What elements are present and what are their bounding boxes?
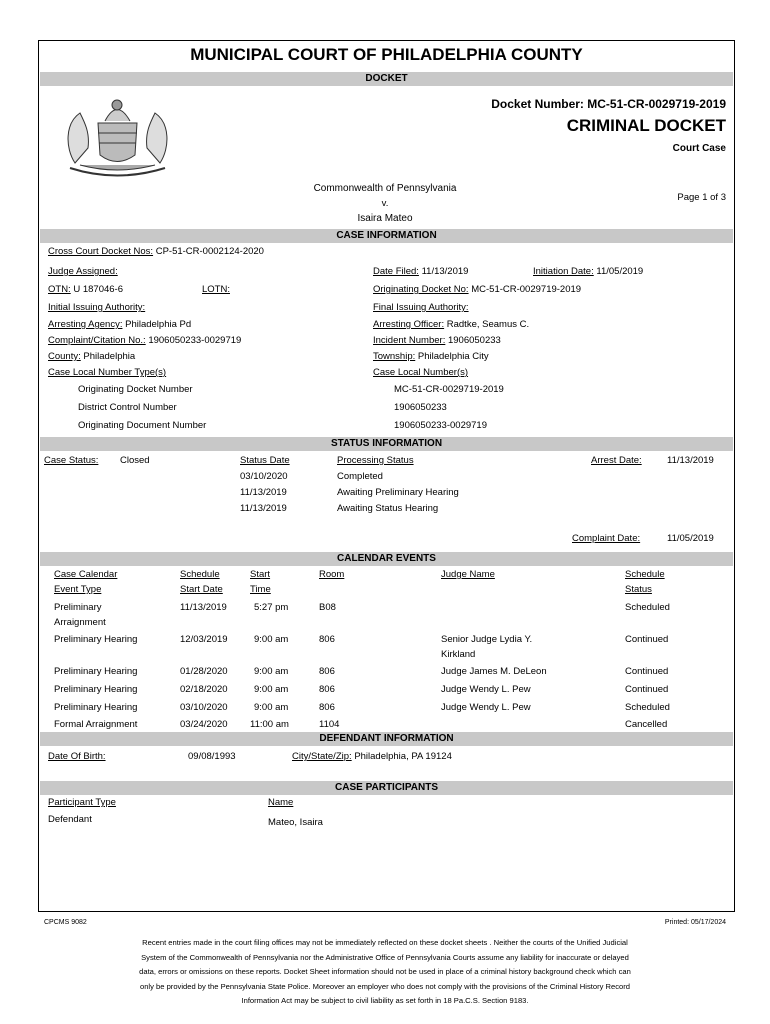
page-info: Page 1 of 3 [677, 192, 726, 203]
participant-type: Defendant [48, 814, 92, 825]
event-time: 11:00 am [250, 719, 289, 730]
col-schedule-status: Status [625, 584, 652, 595]
col-schedule-status: Schedule [625, 569, 665, 580]
status-date-label: Status Date [240, 455, 290, 466]
status-date: 11/13/2019 [240, 503, 287, 514]
col-judge: Judge Name [441, 569, 495, 580]
col-event-type: Case Calendar [54, 569, 118, 580]
judge-assigned-label: Judge Assigned: [48, 266, 118, 277]
col-schedule-start: Start Date [180, 584, 223, 595]
list-item: 1906050233-0029719 [394, 420, 487, 431]
arresting-agency-row [48, 319, 191, 330]
event-judge: Judge James M. DeLeon [441, 666, 547, 677]
city-value: Philadelphia, PA 19124 [354, 751, 452, 762]
event-type: Preliminary Hearing [54, 666, 138, 677]
docket-number: Docket Number: MC-51-CR-0029719-2019 [491, 97, 726, 111]
event-status: Continued [625, 634, 669, 645]
status-date: 03/10/2020 [240, 471, 288, 482]
caption-defendant: Isaira Mateo [357, 213, 413, 224]
disclaimer [90, 936, 680, 1009]
processing-status: Awaiting Status Hearing [337, 503, 439, 514]
arresting-officer-value: Radtke, Seamus C. [446, 319, 530, 330]
processing-status: Awaiting Preliminary Hearing [337, 487, 459, 498]
col-schedule-start: Schedule [180, 569, 220, 580]
defendant-information-bar: DEFENDANT INFORMATION [40, 732, 733, 746]
dob-value: 09/08/1993 [188, 751, 236, 762]
disclaimer-line: Recent entries made in the court filing offices may not be immediately reflected on these docket sheets . Neither the courts of the Unified Judicial [142, 938, 628, 947]
event-date: 01/28/2020 [180, 666, 228, 677]
court-title: MUNICIPAL COURT OF PHILADELPHIA COUNTY [190, 45, 583, 64]
event-room: 806 [319, 634, 335, 645]
incident-value: 1906050233 [447, 335, 501, 346]
event-type: Formal Arraignment [54, 719, 138, 730]
dob-label: Date Of Birth: [48, 751, 106, 762]
event-status: Cancelled [625, 719, 668, 730]
participant-name-label: Name [268, 797, 294, 808]
list-item: MC-51-CR-0029719-2019 [394, 384, 504, 395]
case-status-label: Case Status: [44, 455, 99, 466]
event-room: B08 [319, 602, 336, 613]
event-type: Preliminary Hearing [54, 684, 138, 695]
col-room: Room [319, 569, 345, 580]
event-date: 03/24/2020 [180, 719, 228, 730]
disclaimer-line: Information Act may be subject to civil liability as set forth in 18 Pa.C.S. Section 9183. [241, 996, 529, 1005]
col-event-type: Event Type [54, 584, 102, 595]
event-room: 806 [319, 702, 335, 713]
county-label: County: [48, 351, 81, 362]
case-participants-bar: CASE PARTICIPANTS [40, 781, 733, 795]
arresting-agency-value: Philadelphia Pd [125, 319, 192, 330]
event-type: Arraignment [54, 617, 106, 628]
event-time: 5:27 pm [254, 602, 289, 613]
event-date: 12/03/2019 [180, 634, 228, 645]
arrest-date-value: 11/13/2019 [667, 455, 714, 466]
event-time: 9:00 am [254, 702, 289, 713]
complaint-label: Complaint/Citation No.: [48, 335, 146, 346]
complaint-date-label: Complaint Date: [572, 533, 641, 544]
cross-court-value: CP-51-CR-0002124-2020 [155, 246, 264, 257]
event-type: Preliminary Hearing [54, 634, 138, 645]
event-room: 806 [319, 666, 335, 677]
list-item: 1906050233 [394, 402, 447, 413]
caption-v: v. [381, 198, 389, 209]
event-time: 9:00 am [254, 666, 289, 677]
disclaimer-line: data, errors or omissions on these reports. Docket Sheet information should not be used in place of a criminal history background check which can [139, 967, 631, 976]
complaint-date-value: 11/05/2019 [667, 533, 714, 544]
event-time: 9:00 am [254, 634, 289, 645]
complaint-row [48, 335, 241, 346]
initial-issuing-label: Initial Issuing Authority: [48, 302, 146, 313]
event-judge: Kirkland [441, 649, 476, 660]
docket-bar: DOCKET [40, 72, 733, 86]
participant-name: Mateo, Isaira [268, 817, 323, 828]
arresting-officer-label: Arresting Officer: [373, 319, 445, 330]
processing-status-label: Processing Status [337, 455, 414, 466]
status-date: 11/13/2019 [240, 487, 287, 498]
event-date: 11/13/2019 [180, 602, 227, 613]
event-status: Scheduled [625, 702, 670, 713]
processing-status: Completed [337, 471, 383, 482]
event-status: Scheduled [625, 602, 670, 613]
event-judge: Senior Judge Lydia Y. [441, 634, 533, 645]
city-label: City/State/Zip: [292, 751, 352, 762]
initiation-date-value: 11/05/2019 [596, 266, 644, 277]
city-row [292, 751, 452, 762]
lotn-label: LOTN: [202, 284, 230, 295]
list-item: District Control Number [78, 402, 177, 413]
incident-row [373, 335, 501, 346]
originating-docket-value: MC-51-CR-0029719-2019 [471, 284, 582, 295]
printed-date: Printed: 05/17/2024 [664, 919, 726, 926]
initiation-date-row [533, 266, 643, 277]
form-id: CPCMS 9082 [44, 919, 87, 926]
event-judge: Judge Wendy L. Pew [441, 684, 531, 695]
caption-plaintiff: Commonwealth of Pennsylvania [313, 183, 457, 194]
township-label: Township: [373, 351, 416, 362]
date-filed-label: Date Filed: [373, 266, 419, 277]
date-filed-value: 11/13/2019 [421, 266, 469, 277]
event-type: Preliminary Hearing [54, 702, 138, 713]
otn-value: U 187046-6 [73, 284, 123, 295]
incident-label: Incident Number: [373, 335, 446, 346]
participant-type-label: Participant Type [48, 797, 116, 808]
township-row [373, 351, 489, 362]
disclaimer-line: System of the Commonwealth of Pennsylvania nor the Administrative Office of Pennsylvania Courts assume any liability for inaccurate or delayed [141, 952, 629, 962]
county-value: Philadelphia [83, 351, 136, 362]
date-filed-row [373, 266, 468, 277]
calendar-events-bar: CALENDAR EVENTS [40, 552, 733, 566]
col-start-time: Time [250, 584, 271, 595]
event-room: 806 [319, 684, 335, 695]
criminal-docket-title: CRIMINAL DOCKET [566, 116, 726, 135]
status-information-bar: STATUS INFORMATION [40, 437, 733, 451]
arresting-officer-row [373, 319, 529, 330]
otn-row [48, 284, 123, 295]
arresting-agency-label: Arresting Agency: [48, 319, 123, 330]
pennsylvania-coat-of-arms-icon [50, 93, 185, 178]
arrest-date-label: Arrest Date: [591, 455, 642, 466]
township-value: Philadelphia City [417, 351, 489, 362]
event-time: 9:00 am [254, 684, 289, 695]
event-judge: Judge Wendy L. Pew [441, 702, 531, 713]
county-row [48, 351, 135, 362]
event-type: Preliminary [54, 602, 102, 613]
final-issuing-label: Final Issuing Authority: [373, 302, 469, 313]
case-information-bar: CASE INFORMATION [40, 229, 733, 243]
event-room: 1104 [319, 719, 340, 730]
case-status-value: Closed [120, 455, 150, 466]
initiation-date-label: Initiation Date: [533, 266, 594, 277]
case-kind: Court Case [672, 143, 726, 154]
cross-court-label: Cross Court Docket Nos: [48, 246, 154, 257]
complaint-value: 1906050233-0029719 [148, 335, 242, 346]
local-number-type-label: Case Local Number Type(s) [48, 367, 167, 378]
list-item: Originating Docket Number [78, 384, 193, 395]
list-item: Originating Document Number [78, 420, 207, 431]
otn-label: OTN: [48, 284, 71, 295]
event-status: Continued [625, 666, 669, 677]
cross-court-row [48, 246, 264, 257]
local-number-label: Case Local Number(s) [373, 367, 469, 378]
event-date: 03/10/2020 [180, 702, 228, 713]
event-status: Continued [625, 684, 669, 695]
event-date: 02/18/2020 [180, 684, 228, 695]
originating-docket-label: Originating Docket No: [373, 284, 469, 295]
disclaimer-line: only be provided by the Pennsylvania State Police. Moreover an employer who does not comply with the provisions of the Criminal History Record [139, 981, 631, 991]
col-start-time: Start [250, 569, 271, 580]
originating-docket-row [373, 284, 581, 295]
